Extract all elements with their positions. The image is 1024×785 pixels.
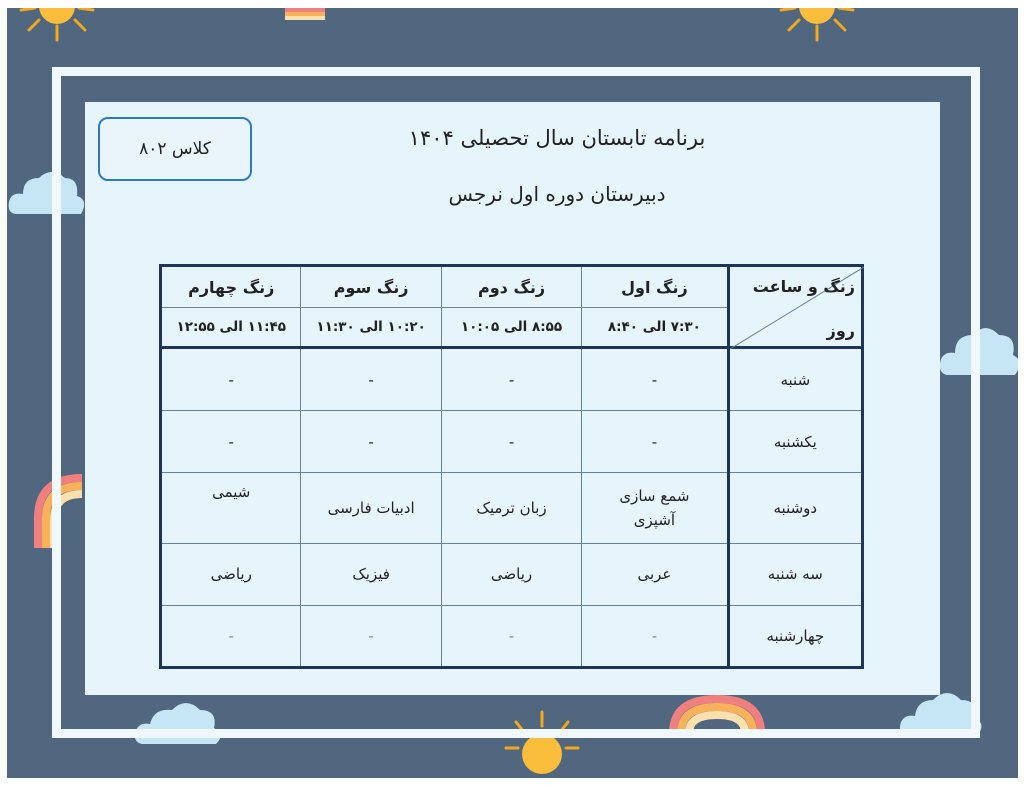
schedule-cell: زبان ترمیک bbox=[441, 473, 581, 543]
schedule-cell: - bbox=[441, 411, 581, 473]
schedule-cell: فیزیک bbox=[301, 543, 441, 605]
schedule-cell: - bbox=[301, 605, 441, 667]
schedule-cell: - bbox=[441, 605, 581, 667]
table-row bbox=[161, 473, 863, 543]
bell-header: زنگ سوم bbox=[301, 266, 441, 308]
schedule-cell: - bbox=[582, 411, 728, 473]
background-frame bbox=[7, 8, 1018, 778]
bell-header: زنگ اول bbox=[582, 266, 728, 308]
schedule-cell: ادبیات فارسی bbox=[301, 473, 441, 543]
corner-header-cell bbox=[728, 266, 862, 348]
schedule-cell: ریاضی bbox=[161, 543, 301, 605]
bell-time: ۱۱:۴۵ الی ۱۲:۵۵ bbox=[161, 308, 301, 348]
bell-time: ۸:۵۵ الی ۱۰:۰۵ bbox=[441, 308, 581, 348]
schedule-cell: - bbox=[441, 348, 581, 411]
day-cell: یکشنبه bbox=[728, 411, 862, 473]
page-subtitle: دبیرستان دوره اول نرجس bbox=[448, 182, 666, 206]
bell-header: زنگ چهارم bbox=[161, 266, 301, 308]
schedule-cell: - bbox=[301, 348, 441, 411]
schedule-cell: - bbox=[161, 411, 301, 473]
corner-bottom-label: روز bbox=[826, 321, 855, 341]
table-header-row bbox=[161, 266, 863, 308]
schedule-cell: - bbox=[301, 411, 441, 473]
day-cell: دوشنبه bbox=[728, 473, 862, 543]
schedule-cell: - bbox=[161, 348, 301, 411]
day-cell: شنبه bbox=[728, 348, 862, 411]
bell-header: زنگ دوم bbox=[441, 266, 581, 308]
schedule-cell: شیمی bbox=[161, 473, 301, 543]
sun-icon bbox=[17, 8, 97, 48]
bell-time: ۷:۳۰ الی ۸:۴۰ bbox=[582, 308, 728, 348]
schedule-cell: - bbox=[161, 605, 301, 667]
table-row bbox=[161, 605, 863, 667]
schedule-cell: شمع سازی آشپزی bbox=[582, 473, 728, 543]
corner-top-label: زنگ و ساعت bbox=[752, 277, 855, 296]
table-row bbox=[161, 411, 863, 473]
table-row bbox=[161, 543, 863, 605]
schedule-table bbox=[159, 264, 864, 669]
bell-time: ۱۰:۲۰ الی ۱۱:۳۰ bbox=[301, 308, 441, 348]
schedule-cell: عربی bbox=[582, 543, 728, 605]
page-title: برنامه تابستان سال تحصیلی ۱۴۰۴ bbox=[408, 126, 706, 150]
schedule-cell: - bbox=[582, 605, 728, 667]
sun-icon bbox=[777, 8, 857, 48]
schedule-cell: - bbox=[582, 348, 728, 411]
class-label: کلاس ۸۰۲ bbox=[98, 117, 252, 181]
schedule-cell: ریاضی bbox=[441, 543, 581, 605]
day-cell: سه شنبه bbox=[728, 543, 862, 605]
table-row bbox=[161, 348, 863, 411]
rainbow-icon bbox=[285, 8, 325, 20]
day-cell: چهارشنبه bbox=[728, 605, 862, 667]
